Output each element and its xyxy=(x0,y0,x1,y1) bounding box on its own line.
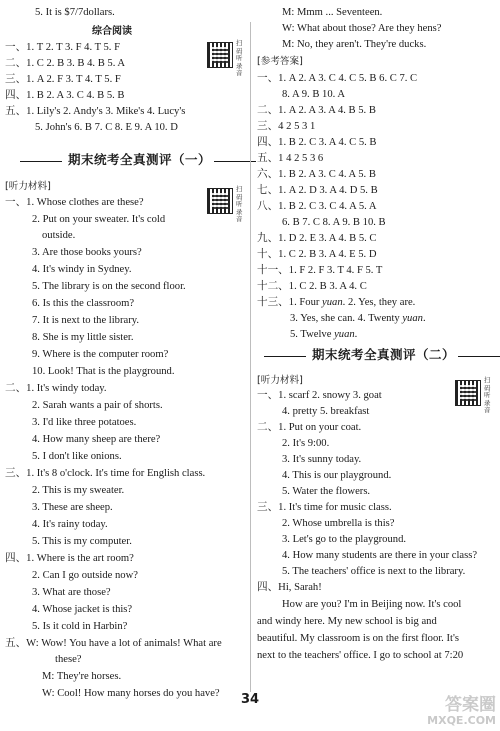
text-line: 4. This is our playground. xyxy=(282,470,392,481)
text-line: 2. Whose umbrella is this? xyxy=(282,518,395,529)
text-line: 二、1. A 2. A 3. A 4. B 5. B xyxy=(257,105,376,116)
text-line: 3. Are those books yours? xyxy=(32,247,142,258)
section-label: [听力材料] xyxy=(257,375,303,386)
text-line: 5. I don't like onions. xyxy=(32,451,122,462)
exam-title: 期末统考全真测评（二） xyxy=(312,347,456,362)
title-rule xyxy=(264,356,306,357)
text-line: 四、1. B 2. C 3. A 4. C 5. B xyxy=(257,137,377,148)
text-line: 三、4 2 5 3 1 xyxy=(257,121,316,132)
qr-code-icon xyxy=(207,188,233,214)
text-line: 2. Put on your sweater. It's cold xyxy=(32,214,166,225)
text-line: 十三、1. Four yuan. 2. Yes, they are. xyxy=(257,297,416,308)
text-line: 2. Sarah wants a pair of shorts. xyxy=(32,400,163,411)
text-line: 2. It's 9:00. xyxy=(282,438,330,449)
text-line: 2. This is my sweater. xyxy=(32,485,125,496)
text-line: M: They're horses. xyxy=(42,671,122,682)
text-line: 3. What are those? xyxy=(32,587,111,598)
text-line: M: Mmm ... Seventeen. xyxy=(282,7,383,18)
text-line: 八、1. B 2. C 3. C 4. A 5. A xyxy=(257,201,377,212)
text-line: 4. pretty 5. breakfast xyxy=(282,406,370,417)
text-line: 7. It is next to the library. xyxy=(32,315,139,326)
text-line: 5. Is it cold in Harbin? xyxy=(32,621,128,632)
text-line: 4. How many students are there in your class? xyxy=(282,550,478,561)
title-rule xyxy=(458,356,500,357)
text-line: 6. B 7. C 8. A 9. B 10. B xyxy=(282,217,386,228)
text-line: 十二、1. C 2. B 3. A 4. C xyxy=(257,281,367,292)
text-line: 3. These are sheep. xyxy=(32,502,113,513)
text-line: next to the teachers' office. I go to school at 7:20 xyxy=(257,650,464,661)
text-line: 4. It's rainy today. xyxy=(32,519,108,530)
text-line: 二、1. Put on your coat. xyxy=(257,422,362,433)
section-label: [参考答案] xyxy=(257,56,303,67)
text-line: 五、1 4 2 5 3 6 xyxy=(257,153,324,164)
text-line: 8. A 9. B 10. A xyxy=(282,89,345,100)
text-line: 3. Yes, she can. 4. Twenty yuan. xyxy=(290,313,426,324)
watermark-line2: MXQE.COM xyxy=(427,714,496,727)
text-line: 一、1. A 2. A 3. C 4. C 5. B 6. C 7. C xyxy=(257,73,418,84)
text-line: 3. Let's go to the playground. xyxy=(282,534,407,545)
text-line: 一、1. T 2. T 3. F 4. T 5. F xyxy=(5,42,120,53)
text-line: 3. It's sunny today. xyxy=(282,454,362,465)
text-line: 4. It's windy in Sydney. xyxy=(32,264,132,275)
text-line: M: No, they aren't. They're ducks. xyxy=(282,39,427,50)
text-line: 6. Is this the classroom? xyxy=(32,298,135,309)
text-line: beautiful. My classroom is on the first floor. It's xyxy=(257,633,459,644)
qr-code-label: 扫码听录音 xyxy=(484,376,491,414)
text-line: and windy here. My new school is big and xyxy=(257,616,437,627)
text-line: 四、Hi, Sarah! xyxy=(257,582,322,593)
text-line: 五、1. Lily's 2. Andy's 3. Mike's 4. Lucy's xyxy=(5,106,186,117)
text-line: 九、1. D 2. E 3. A 4. B 5. C xyxy=(257,233,377,244)
page-number: 34 xyxy=(240,692,260,707)
text-line: 四、1. B 2. A 3. C 4. B 5. B xyxy=(5,90,125,101)
text-line: 二、1. C 2. B 3. B 4. B 5. A xyxy=(5,58,126,69)
text-line: 一、1. scarf 2. snowy 3. goat xyxy=(257,390,382,401)
text-line: 2. Can I go outside now? xyxy=(32,570,138,581)
text-line: 三、1. It's 8 o'clock. It's time for English class. xyxy=(5,468,206,479)
text-line: 六、1. B 2. A 3. C 4. A 5. B xyxy=(257,169,376,180)
text-line: 三、1. A 2. F 3. T 4. T 5. F xyxy=(5,74,121,85)
watermark-line1: 答案圈 xyxy=(445,695,496,715)
text-line: 十一、1. F 2. F 3. T 4. F 5. T xyxy=(257,265,383,276)
text-line: W: Cool! How many horses do you have? xyxy=(42,688,220,699)
text-line: 5. This is my computer. xyxy=(32,536,132,547)
text-line: 三、1. It's time for music class. xyxy=(257,502,392,513)
text-line: 9. Where is the computer room? xyxy=(32,349,169,360)
text-line: 5. John's 6. B 7. C 8. E 9. A 10. D xyxy=(35,122,178,133)
column-divider xyxy=(250,22,251,692)
text-line: 4. Whose jacket is this? xyxy=(32,604,133,615)
text-line: 3. I'd like three potatoes. xyxy=(32,417,137,428)
text-line: 十、1. C 2. B 3. A 4. E 5. D xyxy=(257,249,377,260)
qr-code-icon xyxy=(455,380,481,406)
text-line: 8. She is my little sister. xyxy=(32,332,134,343)
text-line: 四、1. Where is the art room? xyxy=(5,553,134,564)
text-line: How are you? I'm in Beijing now. It's cool xyxy=(282,599,462,610)
text-line: 5. The teachers' office is next to the library. xyxy=(282,566,466,577)
qr-code-icon xyxy=(207,42,233,68)
section-heading: 综合阅读 xyxy=(92,26,132,37)
title-rule xyxy=(20,161,62,162)
qr-code-label: 扫码听录音 xyxy=(236,39,243,77)
text-line: 七、1. A 2. D 3. A 4. D 5. B xyxy=(257,185,378,196)
text-line: 5. It is $7/7dollars. xyxy=(35,7,115,18)
text-line: 5. The library is on the second floor. xyxy=(32,281,186,292)
watermark xyxy=(427,695,496,728)
text-line: 10. Look! That is the playground. xyxy=(32,366,175,377)
text-line: 5. Twelve yuan. xyxy=(290,329,358,340)
text-line: 一、1. Whose clothes are these? xyxy=(5,197,144,208)
text-line: outside. xyxy=(42,230,76,241)
text-line: W: What about those? Are they hens? xyxy=(282,23,442,34)
text-line: 二、1. It's windy today. xyxy=(5,383,107,394)
text-line: 五、W: Wow! You have a lot of animals! What are xyxy=(5,638,222,649)
text-line: 5. Water the flowers. xyxy=(282,486,371,497)
text-line: 4. How many sheep are there? xyxy=(32,434,161,445)
qr-code-label: 扫码听录音 xyxy=(236,185,243,223)
section-label: [听力材料] xyxy=(5,181,51,192)
exam-title: 期末统考全真测评（一） xyxy=(68,152,212,167)
text-line: these? xyxy=(55,654,82,665)
